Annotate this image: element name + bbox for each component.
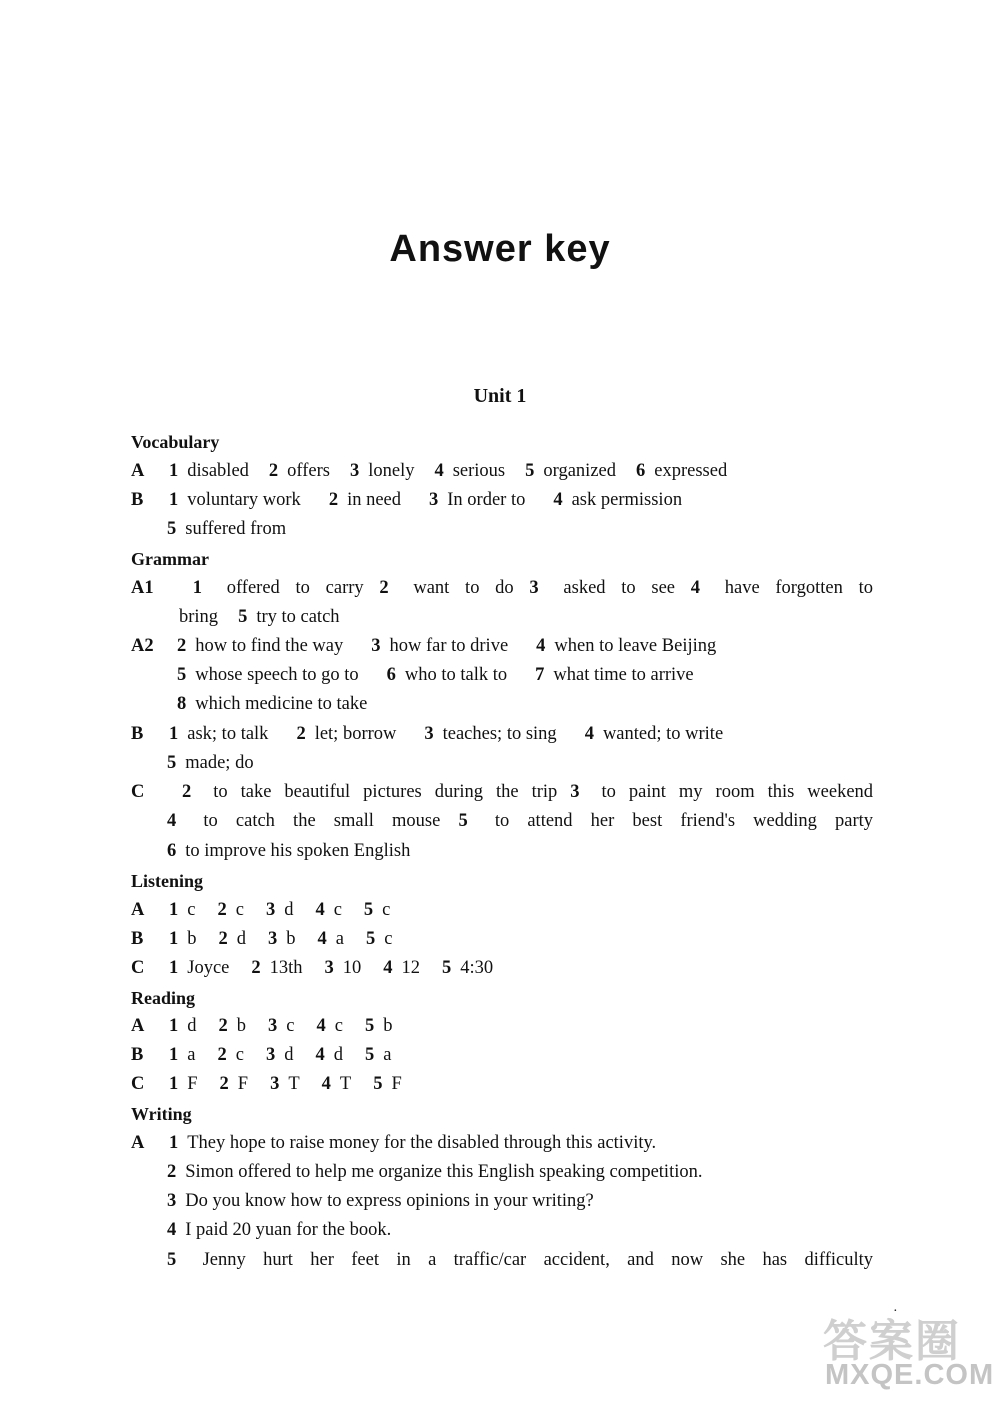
vocab-a-line: [131, 460, 727, 482]
writing-a-line-1: A 1 They hope to raise money for the disabled through this activity.: [131, 1133, 657, 1153]
section-reading: Reading: [131, 988, 196, 1008]
vocab-b-line: [131, 489, 682, 511]
writing-a-line-5: 5 Jenny hurt her feet in a traffic/car accident, and now she has difficulty: [167, 1250, 873, 1270]
answer-item: 5 suffered from: [167, 519, 287, 539]
page-number: ·: [893, 1304, 898, 1319]
grammar-c-line-3: [167, 840, 410, 862]
answer-item: 2 how to find the way: [177, 636, 344, 656]
reading-a-line: A 1 d 2 b 3 c 4 c 5 b: [131, 1016, 393, 1036]
writing-a-line-2: 2 Simon offered to help me organize this English speaking competition.: [167, 1162, 703, 1182]
grammar-a1-line: A1 1 offered to carry 2 want to do 3 asked to see 4 have forgotten to: [131, 578, 873, 598]
grammar-c-line: C 2 to take beautiful pictures during the trip 3 to paint my room this weekend: [131, 782, 874, 802]
answer-item: 3 In order to: [429, 490, 526, 510]
answer-item: 5 whose speech to go to: [177, 665, 359, 685]
listening-a-line: A 1 c 2 c 3 d 4 c 5 c: [131, 900, 391, 920]
vocab-a-label: A: [131, 461, 145, 481]
answer-item: 5 made; do: [167, 753, 254, 773]
answer-item: 7 what time to arrive: [535, 665, 694, 685]
listening-c-line: C 1 Joyce 2 13th 3 10 4 12 5 4:30: [131, 958, 494, 978]
section-vocabulary: Vocabulary: [131, 432, 220, 452]
grammar-b-line-2: [167, 752, 254, 774]
reading-b-line: B 1 a 2 c 3 d 4 d 5 a: [131, 1045, 392, 1065]
reading-c-line: C 1 F 2 F 3 T 4 T 5 F: [131, 1074, 402, 1094]
vocab-b-line-2: [167, 518, 286, 540]
answer-item: 8 which medicine to take: [177, 694, 368, 714]
grammar-c-line-2: 4 to catch the small mouse 5 to attend her best friend's wedding party: [167, 811, 874, 831]
grammar-a2-line-3: [177, 693, 367, 715]
answer-item: 2 in need: [328, 490, 401, 510]
answer-item: 4 ask permission: [553, 490, 683, 510]
section-writing: Writing: [131, 1104, 192, 1124]
writing-a-line-4: 4 I paid 20 yuan for the book.: [167, 1220, 392, 1240]
section-listening: Listening: [131, 871, 204, 891]
answer-item: 3 teaches; to sing: [424, 724, 557, 744]
watermark-logo-cn: 答案圈: [823, 1317, 961, 1366]
grammar-a2-label: A2: [131, 636, 154, 656]
answer-item: 2 let; borrow: [296, 724, 397, 744]
grammar-b-label: B: [131, 724, 144, 744]
answer-item: 5 try to catch: [238, 607, 340, 627]
answer-item: 6 who to talk to: [386, 665, 508, 685]
page-title: Answer key: [389, 228, 611, 270]
answer-item: 3 lonely: [349, 461, 415, 481]
answer-item: 6 expressed: [636, 461, 728, 481]
answer-item: 1 voluntary work: [169, 490, 301, 510]
vocab-b-label: B: [131, 490, 144, 510]
grammar-c-label: C: [131, 782, 145, 802]
answer-item: 2 offers: [268, 461, 330, 481]
answer-item: 4 wanted; to write: [584, 724, 724, 744]
section-grammar: Grammar: [131, 549, 209, 569]
watermark: [823, 1305, 993, 1397]
unit-title: Unit 1: [473, 385, 527, 407]
watermark-logo-en: MXQE.COM: [825, 1359, 995, 1391]
answer-item: 1 ask; to talk: [169, 724, 269, 744]
grammar-b-line: [131, 723, 723, 745]
answer-item: 5 organized: [525, 461, 616, 481]
answer-item: 4 serious: [434, 461, 506, 481]
answer-item: 4 when to leave Beijing: [536, 636, 717, 656]
writing-a-line-3: 3 Do you know how to express opinions in your writing?: [167, 1191, 594, 1211]
grammar-a1-line-2: [179, 606, 340, 628]
grammar-a2-line-2: [177, 664, 694, 686]
grammar-a2-line: [131, 635, 716, 657]
grammar-a1-label: A1: [131, 578, 154, 598]
listening-b-line: B 1 b 2 d 3 b 4 a 5 c: [131, 929, 393, 949]
answer-continuation: bring: [179, 607, 219, 627]
answer-item: 3 how far to drive: [371, 636, 509, 656]
answer-item: 6 to improve his spoken English: [167, 841, 411, 861]
answer-item: 1 disabled: [169, 461, 249, 481]
